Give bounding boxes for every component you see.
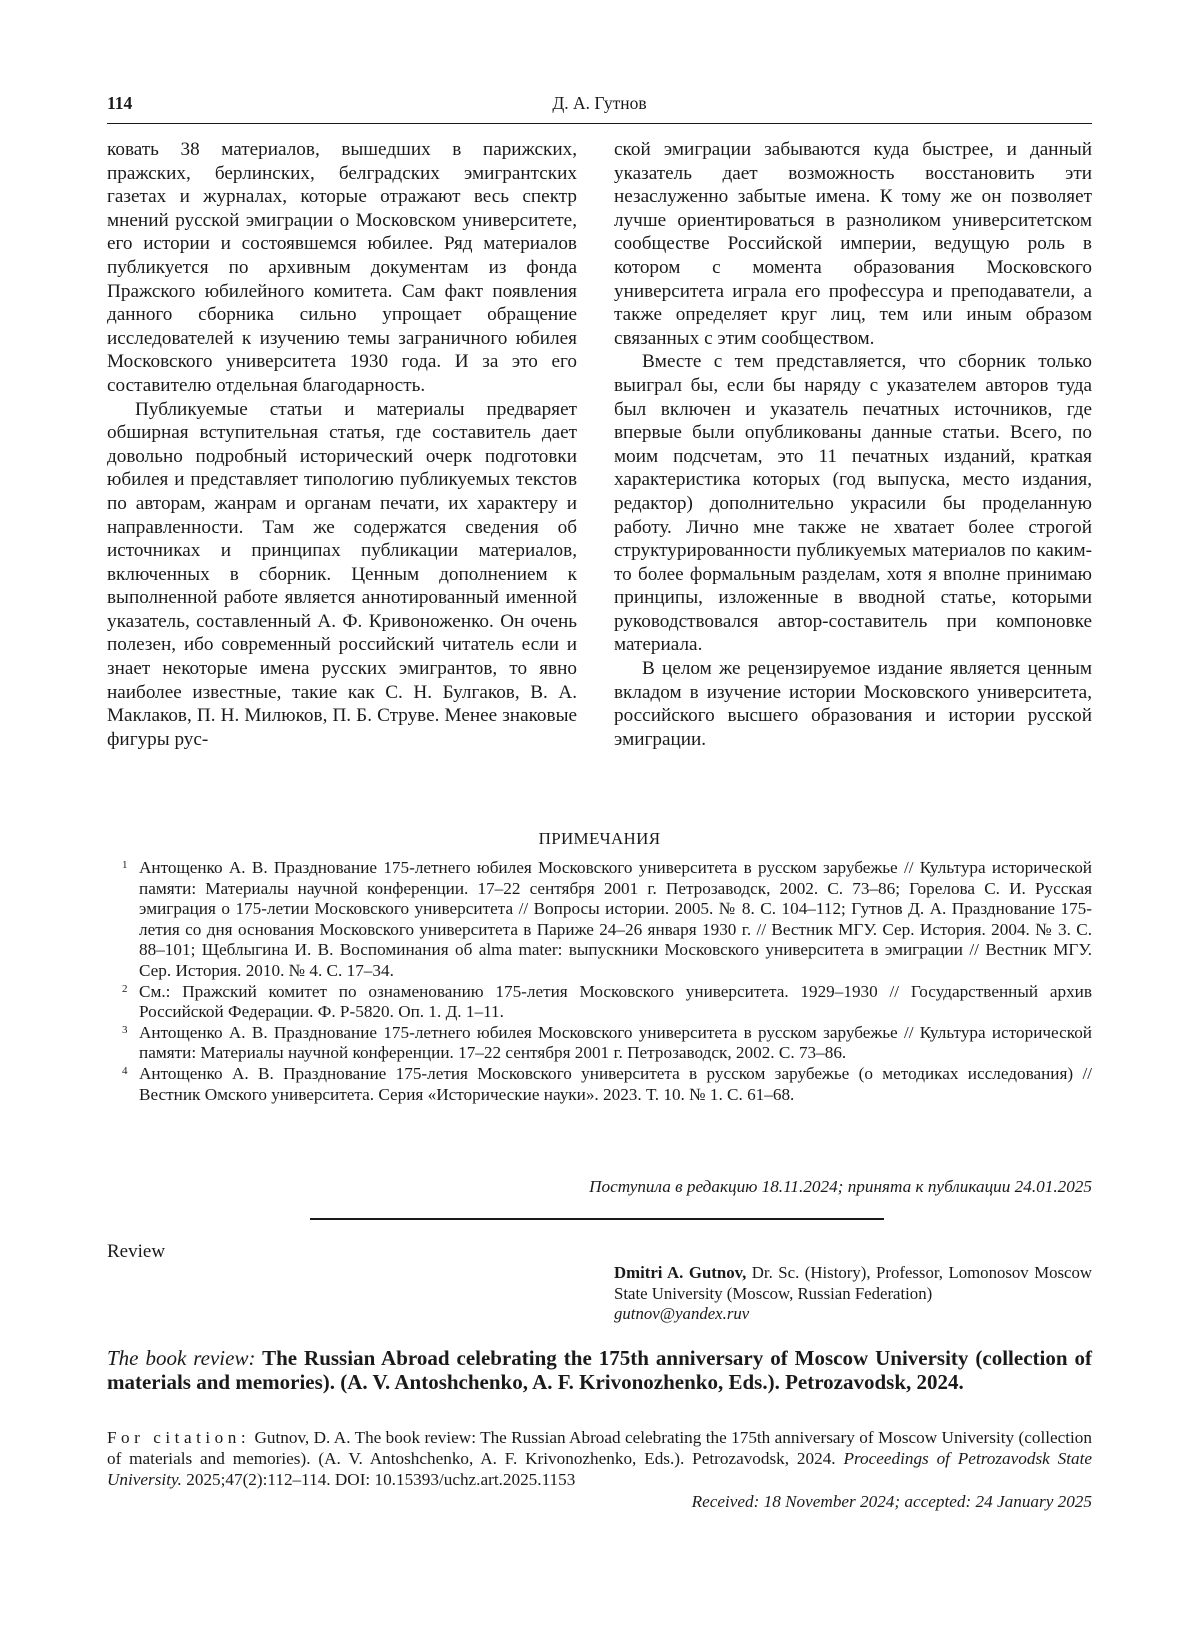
note-text: Антощенко А. В. Празднование 175-летнего юбилея Московского университета в русском зарубежье // Культура исторической памяти: Материалы научной конференции. 17–22 сентября 2001 г. Петрозаводск, 2002. С. 73–86.: [139, 1022, 1092, 1063]
citation-journal: Proceedings of Petrozavodsk State University.: [107, 1448, 1092, 1489]
author-name: Dmitri A. Gutnov,: [614, 1263, 747, 1282]
note-number: 4: [122, 1064, 128, 1077]
running-title: Д. А. Гутнов: [552, 93, 647, 113]
body-paragraph: Вместе с тем представляется, что сборник только выиграл бы, если бы наряду с указателем авторов туда был включен и указатель печатных источников, где впервые были опубликованы данные статьи. Всего, по моим подсчетам, это 11 печатных изданий, краткая характеристика которых (год выпуска, место издания, редактор) дополнительно украсили бы проделанную работу. Лично мне также не хватает более строгой структурированности публикуемых материалов по каким-то более формальным разделам, хотя я вполне принимаю принципы, изложенные в вводной статье, которыми руководствовался автор-составитель при компоновке материала.: [614, 351, 1092, 656]
note-text: См.: Пражский комитет по ознаменованию 175-летия Московского университета. 1929–1930 // Государственный архив Российской Федерации. Ф. Р-5820. Оп. 1. Д. 1–11.: [139, 981, 1092, 1022]
header-rule: [107, 123, 1092, 124]
note-text: Антощенко А. В. Празднование 175-летия Московского университета в русском зарубежье (о методиках исследования) // Вестник Омского университета. Серия «Исторические науки». 2023. Т. 10. № 1. С. 61–68.: [139, 1063, 1092, 1104]
note-item: [122, 1023, 1092, 1064]
citation: [107, 1428, 1092, 1490]
author-info: [614, 1263, 1092, 1325]
section-divider: [310, 1218, 884, 1220]
english-title-lead: The book review:: [107, 1346, 256, 1370]
english-title: [107, 1346, 1092, 1394]
citation-text: Gutnov, D. A. The book review: The Russian Abroad celebrating the 175th anniversary of Moscow University (collection of materials and memories). (A. V. Antoshchenko, A. F. Krivonozhenko, Eds.). Petrozavodsk, 2024.: [107, 1428, 1092, 1468]
body-column-left: [107, 138, 577, 751]
english-title-main: The Russian Abroad celebrating the 175th anniversary of Moscow University (collection of materials and memories). (A. V. Antoshchenko, A. F. Krivonozhenko, Eds.). Petrozavodsk, 2024.: [107, 1346, 1092, 1394]
author-affiliation: Dr. Sc. (History), Professor, Lomonosov Moscow State University (Moscow, Russian Federation): [614, 1263, 1092, 1303]
citation-tail: 2025;47(2):112–114. DOI: 10.15393/uchz.art.2025.1153: [181, 1469, 576, 1489]
running-head: [107, 93, 1092, 121]
note-number: 1: [122, 859, 128, 871]
notes-list: [122, 858, 1092, 1105]
note-item: [122, 982, 1092, 1023]
note-number: 2: [122, 982, 128, 995]
note-number: 3: [122, 1023, 128, 1036]
body-paragraph: ковать 38 материалов, вышедших в парижских, пражских, берлинских, белградских эмигрантских газетах и журналах, которые отражают весь спектр мнений русской эмиграции о Московском университете, его истории и состоявшемся юбилее. Ряд материалов публикуется по архивным документам из фонда Пражского юбилейного комитета. Сам факт появления данного сборника сильно упрощает обращение исследователей к изучению темы заграничного юбилея Московского университета 1930 года. И за это его составителю отдельная благодарность.: [107, 139, 577, 396]
section-label: Review: [107, 1241, 166, 1262]
notes-heading: ПРИМЕЧАНИЯ: [538, 829, 661, 848]
received-date-ru: Поступила в редакцию 18.11.2024; принята к публикации 24.01.2025: [589, 1177, 1092, 1196]
body-column-right: [614, 138, 1092, 751]
body-paragraph: Публикуемые статьи и материалы предваряет обширная вступительная статья, где составитель дает довольно подробный исторический очерк подготовки юбилея и представляет типологию публикуемых текстов по авторам, жанрам и органам печати, их характеру и направленности. Там же содержатся сведения об источниках и принципах публикации материалов, включенных в сборник. Ценным дополнением к выполненной работе является аннотированный именной указатель, составленный А. Ф. Кривоноженко. Он очень полезен, ибо современный российский читатель если и знает некоторые имена русских эмигрантов, то явно наиболее известные, такие как С. Н. Булгаков, В. А. Маклаков, П. Н. Милюков, П. Б. Струве. Менее знаковые фигуры рус-: [107, 398, 577, 750]
note-text: Антощенко А. В. Празднование 175-летнего юбилея Московского университета в русском зарубежье // Культура исторической памяти: Материалы научной конференции. 17–22 сентября 2001 г. Петрозаводск, 2002. С. 73–86; Горелова С. И. Русская эмиграция о 175-летии Московского университета // Вопросы истории. 2005. № 8. С. 104–112; Гутнов Д. А. Празднование 175-летия со дня основания Московского университета в Париже 24–26 января 1930 г. // Вестник МГУ. Сер. История. 2004. № 3. С. 88–101; Щеблыгина И. В. Воспоминания об alma mater: выпускники Московского университета в эмиграции // Вестник МГУ. Сер. История. 2010. № 4. С. 17–34.: [139, 858, 1092, 980]
citation-label: For citation:: [107, 1428, 251, 1447]
page-number: 114: [107, 93, 133, 113]
body-paragraph: ской эмиграции забываются куда быстрее, и данный указатель дает возможность восстановить эти незаслуженно забытые имена. К тому же он позволяет лучше ориентироваться в разноликом университетском сообществе Российской империи, ведущую роль в котором с момента образования Московского университета играла его профессура и преподаватели, а также определяет круг лиц, тем или иным образом связанных с этим сообществом.: [614, 139, 1092, 349]
note-item: [122, 858, 1092, 982]
body-paragraph: В целом же рецензируемое издание является ценным вкладом в изучение истории Московского университета, российского высшего образования и истории русской эмиграции.: [614, 658, 1092, 750]
note-item: [122, 1064, 1092, 1105]
author-email[interactable]: gutnov@yandex.ruv: [614, 1304, 750, 1323]
received-date-en: Received: 18 November 2024; accepted: 24 January 2025: [691, 1492, 1092, 1511]
